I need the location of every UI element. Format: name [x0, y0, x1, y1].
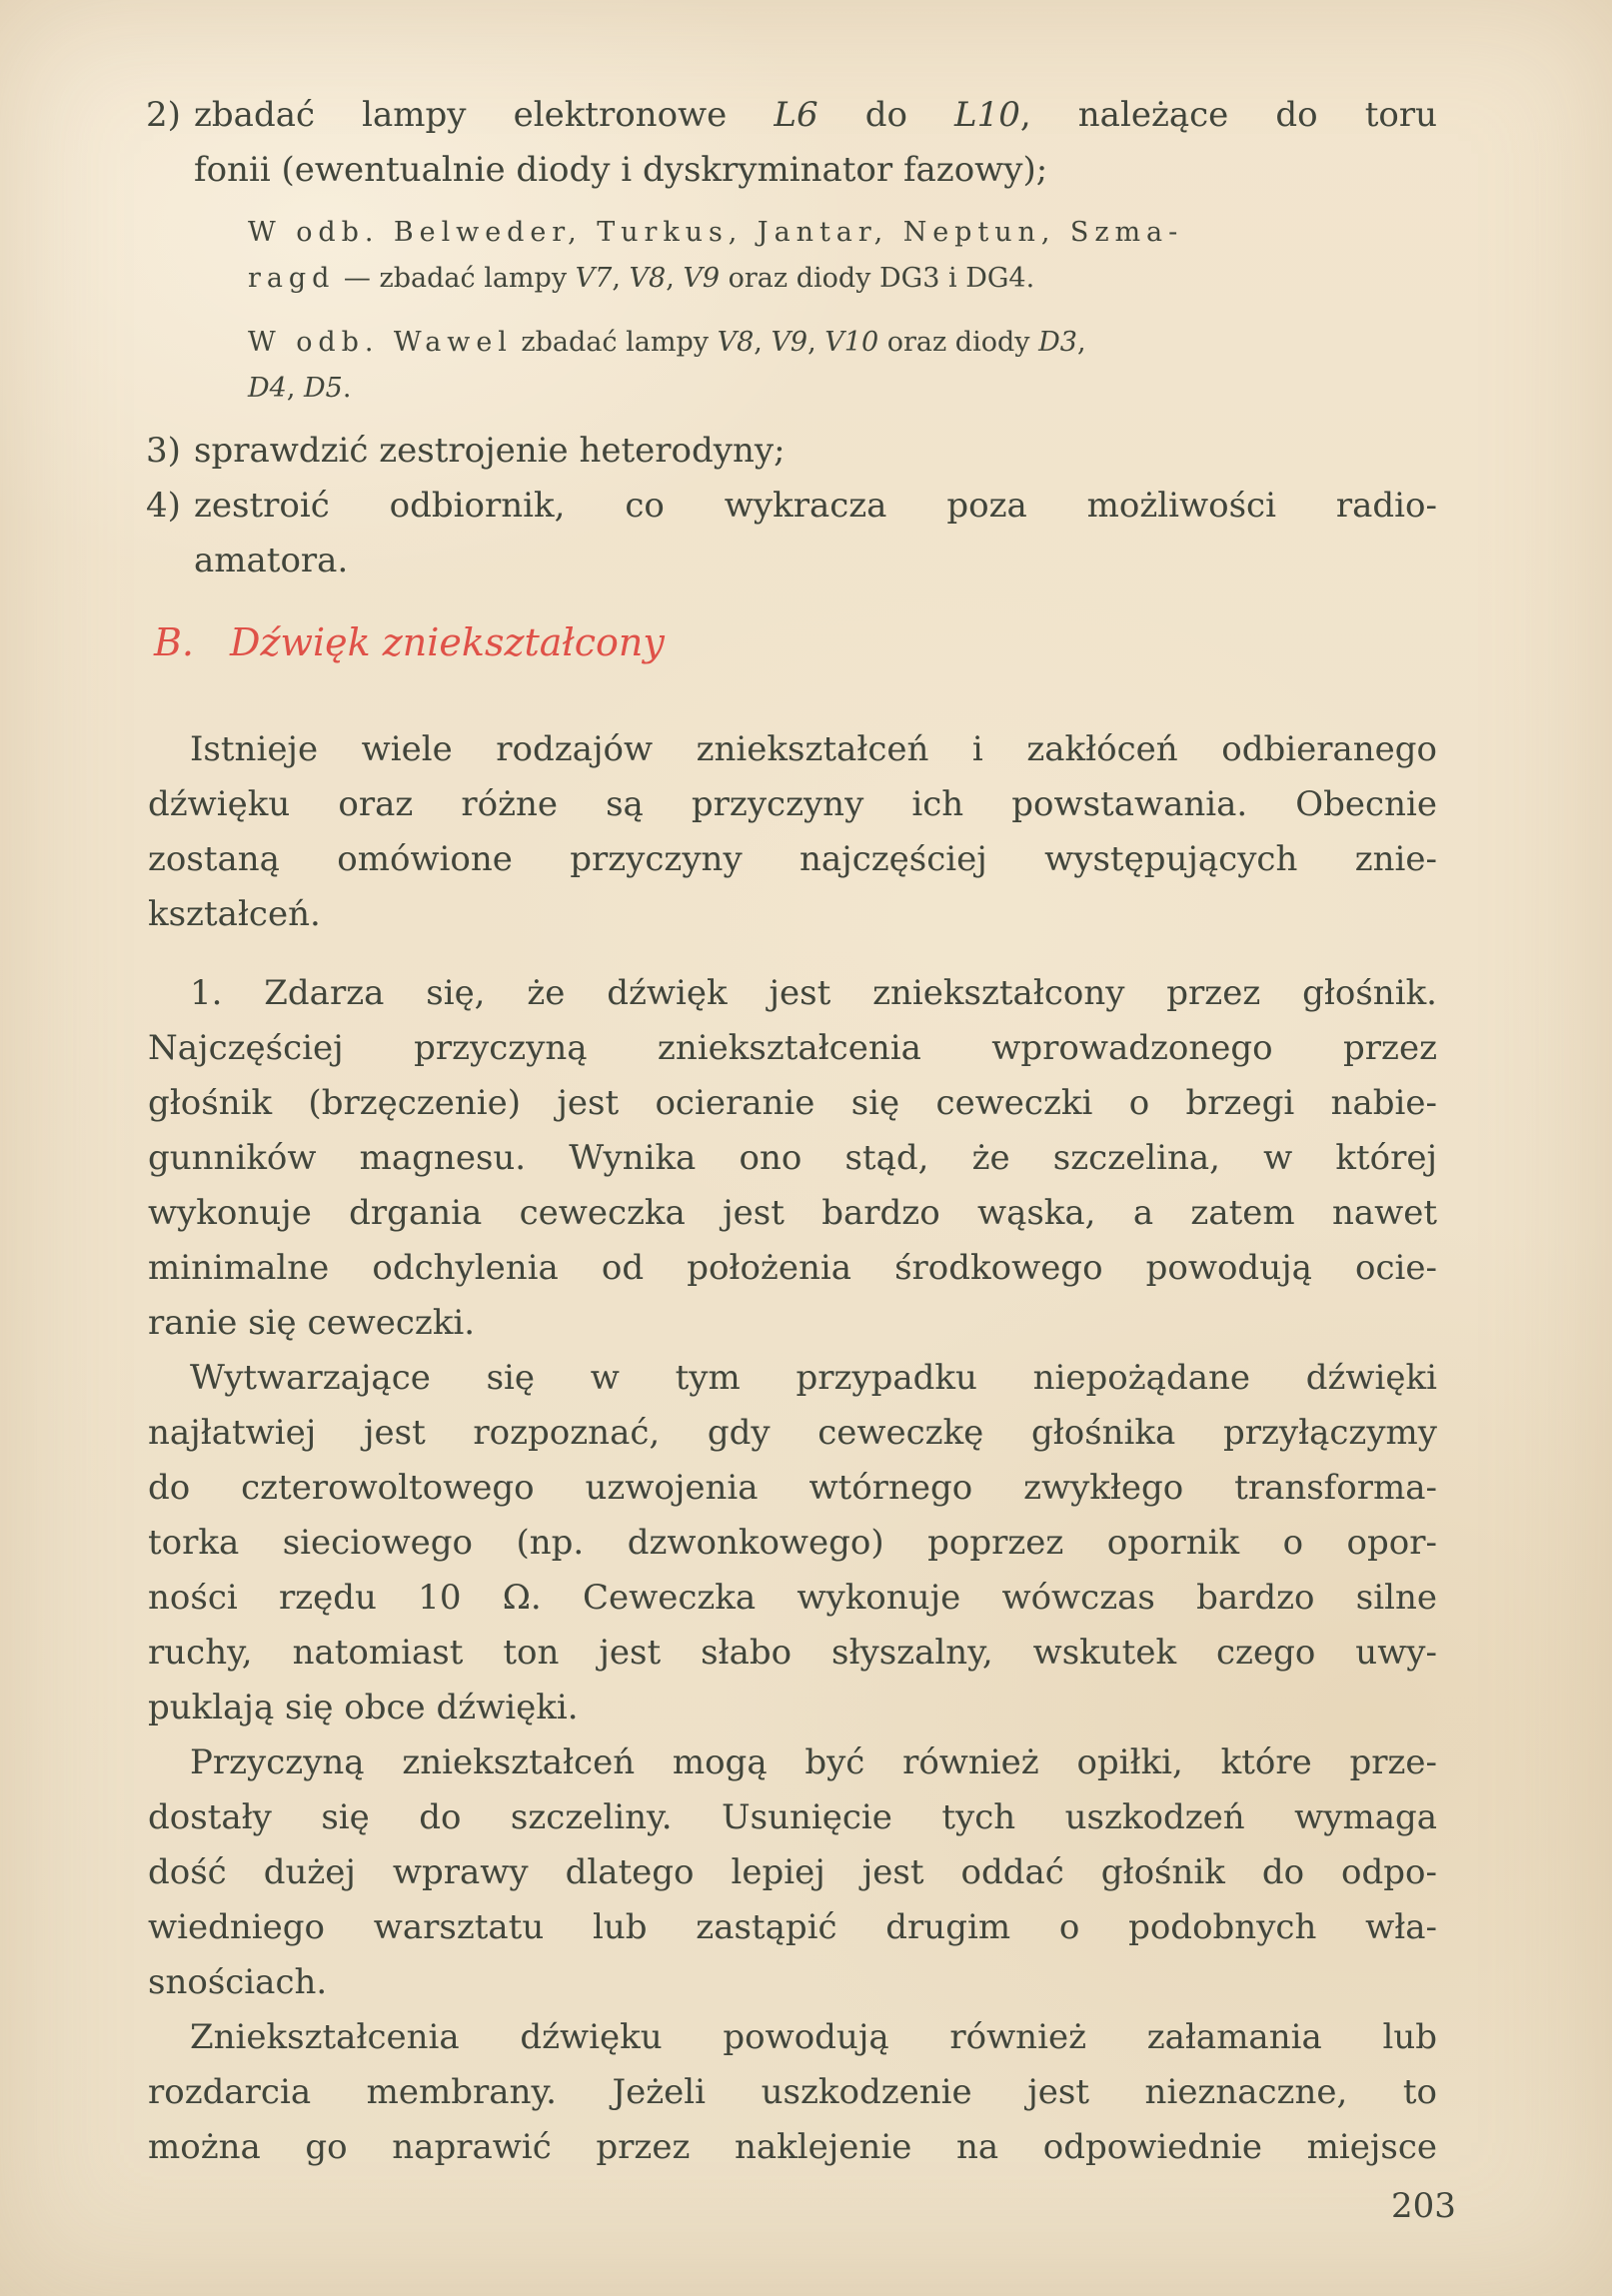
note-wawel-receiver	[248, 320, 1307, 412]
text-segment: można go naprawić przez naklejenie na odpowiednie miejsce	[148, 2127, 1437, 2167]
list-marker-4: 4)	[146, 486, 181, 526]
paragraph-3	[148, 1351, 1437, 1735]
page-number: 203	[1391, 2186, 1456, 2226]
text-line	[148, 966, 1437, 1021]
text-segment: Istnieje wiele rodzajów zniekształceń i zakłóceń odbieranego	[190, 729, 1437, 769]
text-segment: ności rzędu 10 Ω. Ceweczka wykonuje wówczas bardzo silne	[148, 1578, 1437, 1618]
text-segment: wykonuje drgania ceweczka jest bardzo wąska, a zatem nawet	[148, 1193, 1437, 1233]
text-segment: Zniekształcenia dźwięku powodują również załamania lub	[190, 2017, 1437, 2057]
section-heading-marker: B.	[154, 620, 195, 664]
text-segment: zostaną omówione przyczyny najczęściej występujących znie-	[148, 839, 1437, 879]
text-line	[148, 1681, 1437, 1735]
note-belweder-receivers	[248, 210, 1307, 302]
text-segment: .	[342, 373, 352, 404]
text-line	[148, 1076, 1437, 1131]
list-item-3-text	[194, 424, 1437, 479]
text-segment: do czterowoltowego uzwojenia wtórnego zwykłego transforma-	[148, 1468, 1437, 1508]
italic-text: V7	[575, 263, 613, 294]
list-marker-2: 2)	[146, 95, 181, 135]
text-segment: , należące do toru	[1019, 95, 1437, 135]
text-segment: ,	[1076, 327, 1086, 358]
text-line	[148, 1461, 1437, 1516]
text-line	[148, 1735, 1437, 1790]
text-segment: gunników magnesu. Wynika ono stąd, że szczelina, w której	[148, 1138, 1437, 1178]
text-line	[148, 1131, 1437, 1186]
text-line	[248, 366, 1307, 412]
text-segment: puklają się obce dźwięki.	[148, 1688, 579, 1727]
text-line	[148, 1241, 1437, 1296]
text-line	[148, 1021, 1437, 1076]
text-line	[194, 479, 1437, 534]
text-segment: snościach.	[148, 1962, 328, 2002]
text-segment: ragd	[248, 263, 336, 294]
text-segment: oraz diody	[878, 327, 1039, 358]
text-segment: dostały się do szczeliny. Usunięcie tych uszkodzeń wymaga	[148, 1797, 1437, 1837]
italic-text: V9	[771, 327, 808, 358]
list-item-4-text	[194, 479, 1437, 588]
text-line	[194, 424, 1437, 479]
text-line	[148, 887, 1437, 942]
italic-text: L10	[954, 95, 1020, 135]
text-segment: ,	[754, 327, 772, 358]
text-segment: zbadać lampy elektronowe	[194, 95, 775, 135]
text-segment: W odb. Belweder, Turkus, Jantar, Neptun, Szma-	[248, 217, 1184, 248]
text-line	[194, 143, 1437, 198]
italic-text: D4	[248, 373, 287, 404]
italic-text: V10	[824, 327, 879, 358]
text-line	[148, 1406, 1437, 1461]
text-segment: najłatwiej jest rozpoznać, gdy ceweczkę głośnika przyłączymy	[148, 1413, 1437, 1453]
text-line	[248, 256, 1307, 302]
text-line	[148, 1571, 1437, 1626]
italic-text: V8	[717, 327, 755, 358]
text-line	[248, 210, 1307, 256]
italic-text: D5	[304, 373, 343, 404]
text-segment: amatora.	[194, 541, 349, 580]
text-line	[148, 722, 1437, 777]
section-heading-title: Dźwięk zniekształcony	[230, 620, 665, 664]
text-segment: ,	[666, 263, 684, 294]
text-segment: ,	[612, 263, 630, 294]
italic-text: L6	[774, 95, 818, 135]
text-line	[148, 777, 1437, 832]
list-marker-3: 3)	[146, 431, 181, 471]
text-segment: Przyczyną zniekształceń mogą być również opiłki, które prze-	[190, 1742, 1437, 1782]
text-segment: fonii (ewentualnie diody i dyskryminator fazowy);	[194, 150, 1048, 190]
text-line	[148, 1186, 1437, 1241]
text-segment: minimalne odchylenia od położenia środkowego powodują ocie-	[148, 1248, 1437, 1288]
text-segment: torka sieciowego (np. dzwonkowego) poprzez opornik o opor-	[148, 1523, 1437, 1563]
text-line	[148, 2010, 1437, 2065]
text-segment: oraz diody DG3 i DG4.	[720, 263, 1035, 294]
text-line	[194, 88, 1437, 143]
text-segment: Najczęściej przyczyną zniekształcenia wprowadzonego przez	[148, 1028, 1437, 1068]
text-line	[248, 320, 1307, 366]
text-segment: sprawdzić zestrojenie heterodyny;	[194, 431, 786, 471]
text-segment: ruchy, natomiast ton jest słabo słyszalny, wskutek czego uwy-	[148, 1633, 1437, 1673]
page-content	[148, 0, 1437, 2175]
paragraph-2	[148, 966, 1437, 1351]
text-segment: kształceń.	[148, 894, 321, 934]
text-segment: ,	[807, 327, 825, 358]
text-segment: zestroić odbiornik, co wykracza poza możliwości radio-	[194, 486, 1437, 526]
text-line	[148, 1955, 1437, 2010]
text-line	[148, 1516, 1437, 1571]
section-heading	[154, 616, 1437, 722]
text-segment: dźwięku oraz różne są przyczyny ich powstawania. Obecnie	[148, 784, 1437, 824]
list-item-3	[148, 424, 1437, 479]
text-line	[148, 1626, 1437, 1681]
paragraph-5	[148, 2010, 1437, 2175]
list-item-4	[148, 479, 1437, 588]
text-line	[148, 1351, 1437, 1406]
text-segment: — zbadać lampy	[335, 263, 576, 294]
paragraph-4	[148, 1735, 1437, 2010]
text-segment: wiedniego warsztatu lub zastąpić drugim o podobnych wła-	[148, 1907, 1437, 1947]
text-line	[148, 1790, 1437, 1845]
text-line	[148, 1296, 1437, 1351]
italic-text: V8	[629, 263, 667, 294]
text-segment: zbadać lampy	[512, 327, 718, 358]
text-line	[148, 1845, 1437, 1900]
text-line	[148, 2120, 1437, 2175]
text-segment: ,	[286, 373, 304, 404]
italic-text: V9	[683, 263, 721, 294]
text-line	[148, 1900, 1437, 1955]
text-segment: Wytwarzające się w tym przypadku niepożądane dźwięki	[190, 1358, 1437, 1398]
text-segment: W odb. Wawel	[248, 327, 513, 358]
text-line	[148, 2065, 1437, 2120]
paragraph-1	[148, 722, 1437, 942]
text-segment: 1. Zdarza się, że dźwięk jest zniekształcony przez głośnik.	[190, 973, 1437, 1013]
text-line	[194, 534, 1437, 588]
text-segment: dość dużej wprawy dlatego lepiej jest oddać głośnik do odpo-	[148, 1852, 1437, 1892]
text-line	[148, 832, 1437, 887]
text-segment: ranie się ceweczki.	[148, 1303, 476, 1343]
text-segment: rozdarcia membrany. Jeżeli uszkodzenie jest nieznaczne, to	[148, 2072, 1437, 2112]
list-item-2-text	[194, 88, 1437, 198]
italic-text: D3	[1038, 327, 1077, 358]
list-item-2	[148, 88, 1437, 198]
text-segment: do	[817, 95, 955, 135]
text-segment: głośnik (brzęczenie) jest ocieranie się ceweczki o brzegi nabie-	[148, 1083, 1437, 1123]
